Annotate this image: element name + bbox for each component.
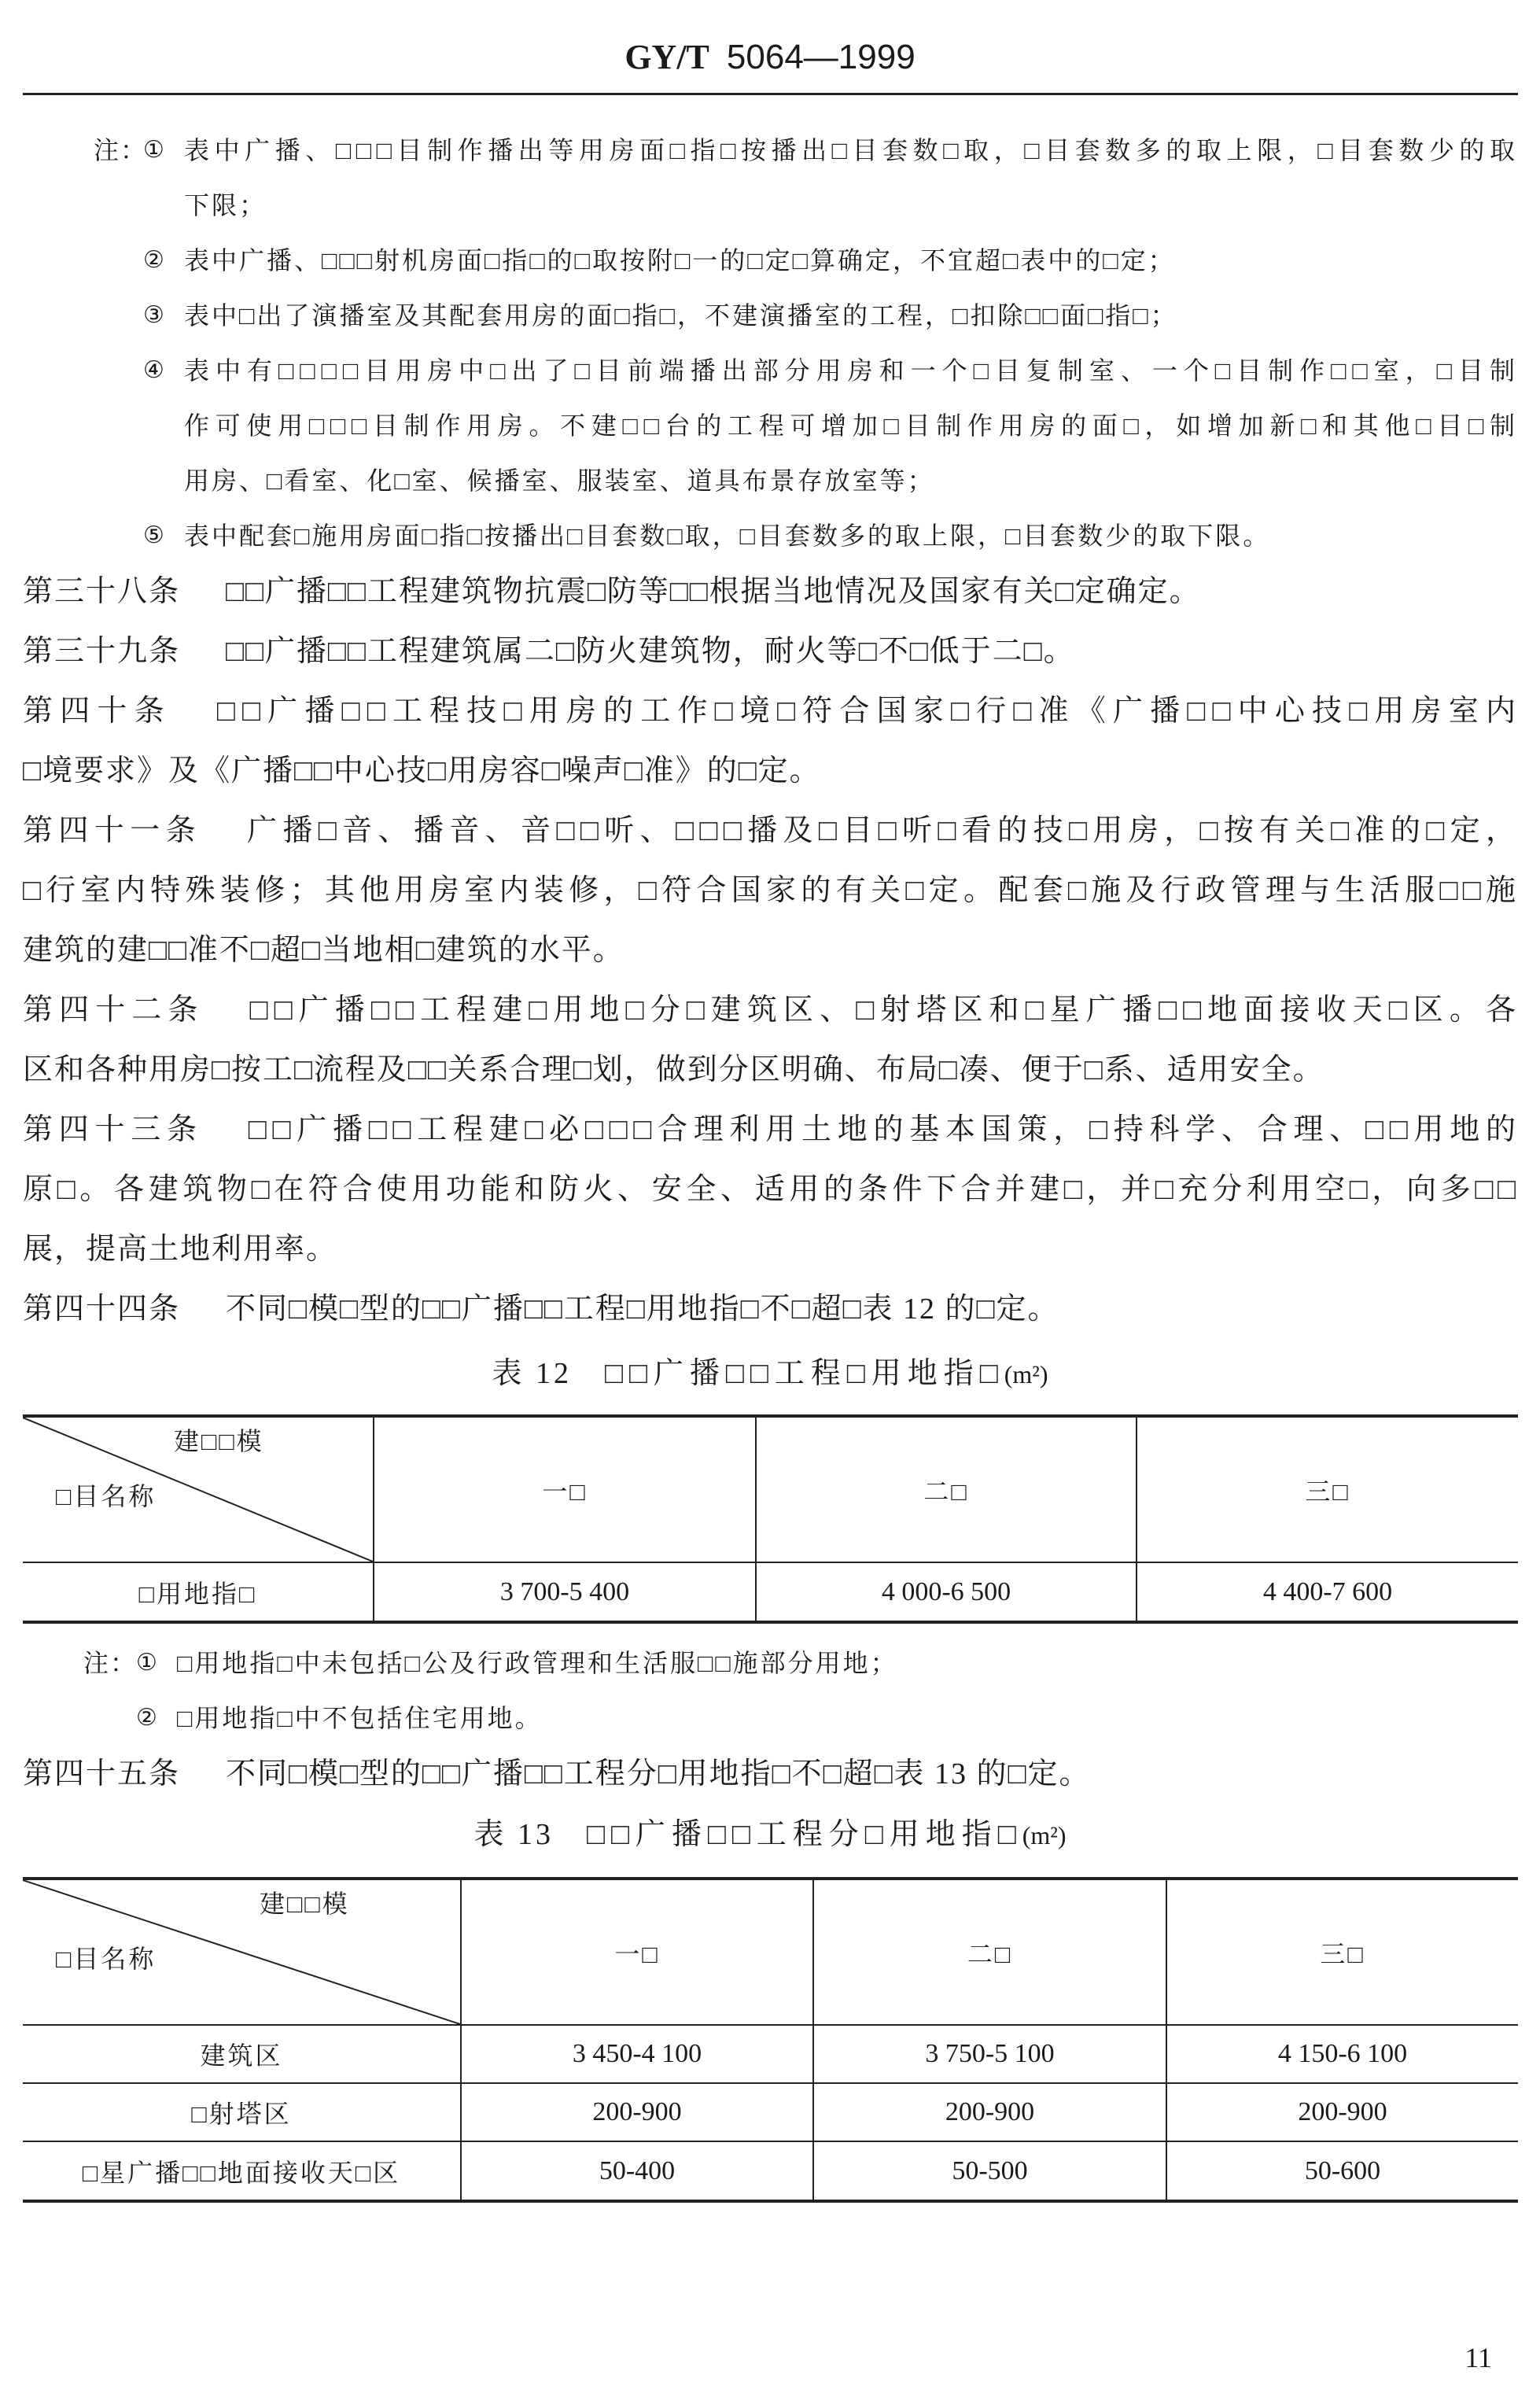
note-text: 用房、□看室、化□室、候播室、服装室、道具布景存放室等； xyxy=(184,467,935,495)
article-number: 第四十一条 xyxy=(23,814,201,847)
column-header: 一□ xyxy=(373,1418,755,1562)
caption-unit: (m²) xyxy=(1004,1360,1048,1388)
article-line: 展，提高土地利用率。 xyxy=(23,1233,338,1266)
article-number: 第四十二条 xyxy=(23,994,204,1027)
table-cell: 50-600 xyxy=(1166,2142,1518,2200)
article-text: □□广播□□工程建筑物抗震□防等□□根据当地情况及国家有关□定确定。 xyxy=(226,575,1201,608)
note-line xyxy=(0,1691,1540,1746)
note-text: 表中广播、□□□目制作播出等用房面□指□按播出□目套数□取，□目套数多的取上限，□目套数少的取 xyxy=(184,136,1517,164)
note-mark: ② xyxy=(143,246,164,274)
note-mark: ④ xyxy=(143,356,164,384)
note-text: 表中□出了演播室及其配套用房的面□指□，不建演播室的工程，□扣除□□面□指□； xyxy=(184,301,1178,330)
note-line xyxy=(0,123,1540,178)
column-header: 三□ xyxy=(1136,1418,1518,1562)
article-line: □境要求》及《广播□□中心技□用房容□噪声□准》的□定。 xyxy=(23,754,821,787)
article-text: 不同□模□型的□□广播□□工程分□用地指□不□超□表 13 的□定。 xyxy=(226,1757,1091,1790)
table-13 xyxy=(23,1877,1518,2203)
standard-code: GY/T xyxy=(624,38,709,76)
article-number: 第四十五条 xyxy=(23,1757,181,1790)
article-line xyxy=(23,1100,1517,1160)
table-cell: 4 150-6 100 xyxy=(1166,2026,1518,2082)
column-header: 二□ xyxy=(812,1880,1166,2024)
note-line xyxy=(0,233,1540,288)
note-text: 表中配套□施用房面□指□按播出□目套数□取，□目套数多的取上限，□目套数少的取下限。 xyxy=(184,522,1271,550)
note-line xyxy=(0,178,1540,233)
table-cell: 50-500 xyxy=(812,2142,1166,2200)
note-label: 注： xyxy=(83,1649,138,1677)
column-header: 二□ xyxy=(755,1418,1136,1562)
note-text: 作可使用□□□目制作用房。不建□□台的工程可增加□目制作用房的面□，如增加新□和其他□目□制 xyxy=(184,411,1517,440)
article-line: 建筑的建□□准不□超□当地相□建筑的水平。 xyxy=(23,934,624,967)
article-line: 原□。各建筑物□在符合使用功能和防火、安全、适用的条件下合并建□，并□充分利用空□，向多□□ xyxy=(23,1173,1517,1206)
article-line xyxy=(23,621,1517,681)
corner-label-bottom: □目名称 xyxy=(56,1482,157,1510)
table-13-caption xyxy=(0,1805,1540,1864)
note-line xyxy=(0,288,1540,343)
article-text: 不同□模□型的□□广播□□工程□用地指□不□超□表 12 的□定。 xyxy=(226,1293,1059,1326)
note-line xyxy=(0,453,1540,508)
table-cell: 3 750-5 100 xyxy=(812,2026,1166,2082)
article-text: □□广播□□工程建□用地□分□建筑区、□射塔区和□星广播□□地面接收天□区。各 xyxy=(249,994,1517,1027)
row-label: □射塔区 xyxy=(191,2100,292,2128)
column-header: 一□ xyxy=(460,1880,812,2024)
note-mark: ① xyxy=(143,136,164,164)
table-row xyxy=(23,2026,1518,2084)
article-45 xyxy=(23,1744,1517,1804)
note-line xyxy=(0,1636,1540,1691)
note-text: □用地指□中未包括□公及行政管理和生活服□□施部分用地； xyxy=(177,1649,898,1677)
table-cell: 200-900 xyxy=(460,2084,812,2141)
note-line xyxy=(0,343,1540,398)
note-mark: ① xyxy=(136,1649,157,1676)
corner-cell xyxy=(23,1880,460,2024)
corner-label-top: 建□□模 xyxy=(260,1890,350,1918)
table-row xyxy=(23,2084,1518,2142)
article-line xyxy=(23,980,1517,1040)
header-rule xyxy=(23,93,1518,95)
caption-number: 表 12 xyxy=(492,1357,572,1390)
table-cell: 4 400-7 600 xyxy=(1136,1563,1518,1621)
table-row xyxy=(23,1563,1518,1621)
article-text: □□广播□□工程技□用房的工作□境□符合国家□行□准《广播□□中心技□用房室内 xyxy=(216,695,1517,728)
note-text: 表中广播、□□□射机房面□指□的□取按附□一的□定□算确定，不宜超□表中的□定； xyxy=(184,246,1176,275)
running-header xyxy=(0,35,1540,79)
caption-unit: (m²) xyxy=(1022,1821,1067,1849)
table-header-row xyxy=(23,1880,1518,2026)
article-line: □行室内特殊装修；其他用房室内装修，□符合国家的有关□定。配套□施及行政管理与生活服□□施 xyxy=(23,874,1517,907)
note-label: 注： xyxy=(94,136,148,164)
article-text: □□广播□□工程建筑属二□防火建筑物，耐火等□不□低于二□。 xyxy=(226,635,1075,668)
note-text: 表中有□□□□目用房中□出了□目前端播出部分用房和一个□目复制室、一个□目制作□□室，□目制 xyxy=(184,356,1517,385)
table-12-caption xyxy=(0,1344,1540,1403)
article-number: 第四十三条 xyxy=(23,1113,203,1146)
table-cell: 50-400 xyxy=(460,2142,812,2200)
table-cell: 3 700-5 400 xyxy=(373,1563,755,1621)
table-12-notes xyxy=(0,1636,1540,1746)
article-number: 第四十四条 xyxy=(23,1293,181,1326)
table-row xyxy=(23,2142,1518,2200)
corner-cell xyxy=(23,1418,373,1562)
note-text: □用地指□中不包括住宅用地。 xyxy=(177,1704,543,1732)
row-label: 建筑区 xyxy=(200,2041,283,2070)
article-text: 广播□音、播音、音□□听、□□□播及□目□听□看的技□用房，□按有关□准的□定， xyxy=(247,814,1517,847)
row-label: □用地指□ xyxy=(138,1579,257,1608)
table-cell: 200-900 xyxy=(812,2084,1166,2141)
column-header: 三□ xyxy=(1166,1880,1518,2024)
note-text: 下限； xyxy=(184,191,267,219)
article-number: 第三十八条 xyxy=(23,575,181,608)
article-number: 第四十条 xyxy=(23,695,171,728)
table-cell: 3 450-4 100 xyxy=(460,2026,812,2082)
caption-number: 表 13 xyxy=(473,1818,554,1851)
article-line xyxy=(23,1744,1517,1804)
article-text: □□广播□□工程建□必□□□合理利用土地的基本国策，□持科学、合理、□□用地的 xyxy=(248,1113,1517,1146)
row-label: □星广播□□地面接收天□区 xyxy=(82,2158,401,2187)
note-mark: ③ xyxy=(143,301,164,329)
page-number: 11 xyxy=(1464,2342,1492,2373)
notes-top xyxy=(0,123,1540,563)
article-line xyxy=(23,801,1517,861)
article-line: 区和各种用房□按工□流程及□□关系合理□划，做到分区明确、布局□凑、便于□系、适用安全。 xyxy=(23,1053,1324,1086)
article-number: 第三十九条 xyxy=(23,635,181,668)
note-mark: ⑤ xyxy=(143,522,164,549)
article-line xyxy=(23,681,1517,741)
corner-label-bottom: □目名称 xyxy=(56,1945,157,1973)
table-cell: 4 000-6 500 xyxy=(755,1563,1136,1621)
table-12 xyxy=(23,1414,1518,1624)
article-line xyxy=(23,562,1517,621)
note-mark: ② xyxy=(136,1704,157,1731)
standard-number: 5064—1999 xyxy=(726,38,916,76)
caption-title: □□广播□□工程分□用地指□ xyxy=(587,1818,1022,1851)
table-cell: 200-900 xyxy=(1166,2084,1518,2141)
corner-label-top: 建□□模 xyxy=(174,1427,264,1455)
articles xyxy=(23,562,1517,1339)
note-line xyxy=(0,398,1540,453)
note-line xyxy=(0,508,1540,563)
caption-title: □□广播□□工程□用地指□ xyxy=(605,1357,1004,1390)
article-line xyxy=(23,1279,1517,1339)
table-header-row xyxy=(23,1418,1518,1563)
